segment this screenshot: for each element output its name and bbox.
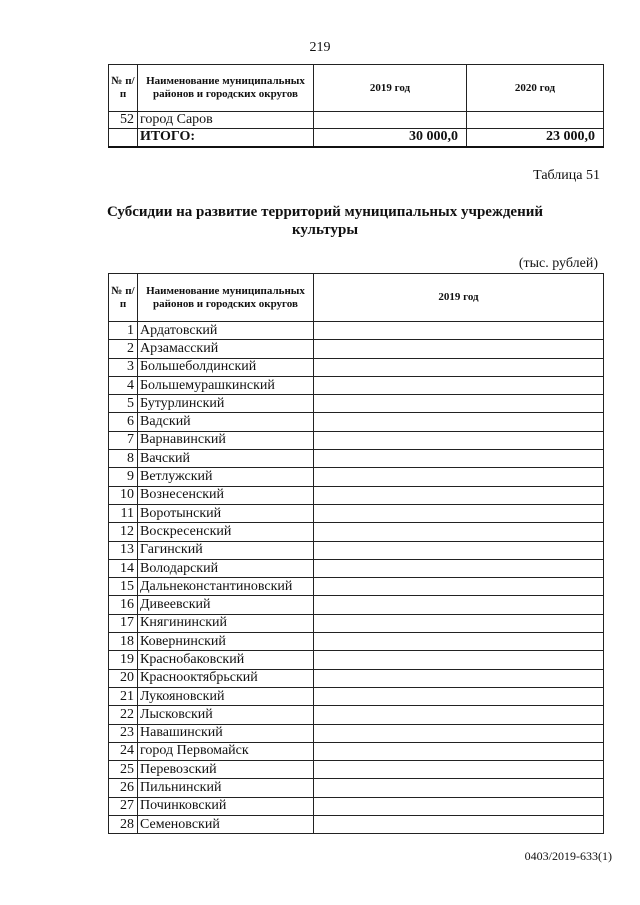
table-row <box>109 413 604 431</box>
table-row <box>109 578 604 596</box>
row-name: Лукояновский <box>138 687 314 705</box>
table-row <box>109 358 604 376</box>
row-name: Гагинский <box>138 541 314 559</box>
table-row <box>109 669 604 687</box>
row-value-2019 <box>314 687 604 705</box>
table-row <box>109 724 604 742</box>
main-table-body <box>109 322 604 834</box>
row-value-2019 <box>314 559 604 577</box>
row-num: 26 <box>109 779 138 797</box>
row-num: 5 <box>109 395 138 413</box>
unit-note: (тыс. рублей) <box>518 256 598 271</box>
row-num: 21 <box>109 687 138 705</box>
header-2020: 2020 год <box>467 65 604 112</box>
row-num: 15 <box>109 578 138 596</box>
row-num: 7 <box>109 431 138 449</box>
page-number: 219 <box>309 40 331 55</box>
total-label: ИТОГО: <box>138 129 314 147</box>
row-name: Краснооктябрьский <box>138 669 314 687</box>
main-table <box>108 273 604 834</box>
row-name: Ковернинский <box>138 633 314 651</box>
table-row <box>109 431 604 449</box>
row-num: 27 <box>109 797 138 815</box>
row-name: Ветлужский <box>138 468 314 486</box>
table-label: Таблица 51 <box>533 168 600 183</box>
row-name: Вознесенский <box>138 486 314 504</box>
row-value-2019 <box>314 395 604 413</box>
row-name: Ардатовский <box>138 322 314 340</box>
top-table <box>108 64 604 148</box>
row-value-2019 <box>314 761 604 779</box>
total-num-cell <box>109 129 138 147</box>
row-name: Княгининский <box>138 614 314 632</box>
row-num: 24 <box>109 742 138 760</box>
header-2019: 2019 год <box>314 65 467 112</box>
row-num: 20 <box>109 669 138 687</box>
row-name: Навашинский <box>138 724 314 742</box>
row-name: Пильнинский <box>138 779 314 797</box>
table-row <box>109 816 604 834</box>
row-num: 8 <box>109 450 138 468</box>
main-table-header-row <box>109 274 604 322</box>
row-value-2019 <box>314 468 604 486</box>
table-row <box>109 797 604 815</box>
table-row <box>109 340 604 358</box>
row-name: Арзамасский <box>138 340 314 358</box>
row-name: Воскресенский <box>138 523 314 541</box>
row-num: 28 <box>109 816 138 834</box>
row-value-2019 <box>314 633 604 651</box>
row-value-2019 <box>314 504 604 522</box>
table-row <box>109 559 604 577</box>
row-name: город Первомайск <box>138 742 314 760</box>
row-value-2019 <box>314 651 604 669</box>
table-row <box>109 651 604 669</box>
table-row <box>109 450 604 468</box>
row-num: 14 <box>109 559 138 577</box>
row-num: 3 <box>109 358 138 376</box>
row-value-2019 <box>314 450 604 468</box>
row-value-2019 <box>314 112 467 129</box>
table-row <box>109 687 604 705</box>
table-row <box>109 596 604 614</box>
section-title: Субсидии на развитие территорий муниципальных учреждений культуры <box>106 204 544 238</box>
row-value-2019 <box>314 797 604 815</box>
row-num: 1 <box>109 322 138 340</box>
row-num: 12 <box>109 523 138 541</box>
row-value-2019 <box>314 340 604 358</box>
table-row <box>109 376 604 394</box>
row-value-2019 <box>314 523 604 541</box>
row-name: город Саров <box>138 112 314 129</box>
row-name: Лысковский <box>138 706 314 724</box>
table-row <box>109 504 604 522</box>
row-num: 11 <box>109 504 138 522</box>
row-value-2019 <box>314 779 604 797</box>
table-row <box>109 779 604 797</box>
row-num: 16 <box>109 596 138 614</box>
table-row <box>109 706 604 724</box>
row-name: Дивеевский <box>138 596 314 614</box>
row-num: 23 <box>109 724 138 742</box>
document-code: 0403/2019-633(1) <box>524 849 612 863</box>
row-name: Вачский <box>138 450 314 468</box>
row-num: 22 <box>109 706 138 724</box>
row-value-2019 <box>314 431 604 449</box>
header-num: № п/п <box>109 65 138 112</box>
table-row <box>109 742 604 760</box>
top-table-header-row <box>109 65 604 112</box>
row-name: Бутурлинский <box>138 395 314 413</box>
table-row <box>109 486 604 504</box>
row-num: 25 <box>109 761 138 779</box>
table-row <box>109 468 604 486</box>
header-2019: 2019 год <box>314 274 604 322</box>
table-row <box>109 761 604 779</box>
row-value-2019 <box>314 816 604 834</box>
row-value-2019 <box>314 541 604 559</box>
row-value-2019 <box>314 358 604 376</box>
header-name: Наименование муниципальных районов и городских округов <box>138 65 314 112</box>
row-num: 6 <box>109 413 138 431</box>
row-name: Краснобаковский <box>138 651 314 669</box>
row-value-2019 <box>314 413 604 431</box>
row-name: Перевозский <box>138 761 314 779</box>
row-name: Большеболдинский <box>138 358 314 376</box>
row-value-2019 <box>314 376 604 394</box>
row-value-2019 <box>314 742 604 760</box>
header-name: Наименование муниципальных районов и городских округов <box>138 274 314 322</box>
row-name: Семеновский <box>138 816 314 834</box>
row-num: 10 <box>109 486 138 504</box>
row-name: Починковский <box>138 797 314 815</box>
table-row <box>109 614 604 632</box>
row-name: Воротынский <box>138 504 314 522</box>
total-row <box>109 129 604 147</box>
row-value-2019 <box>314 614 604 632</box>
table-row <box>109 322 604 340</box>
table-row <box>109 395 604 413</box>
table-row <box>109 523 604 541</box>
table-row <box>109 541 604 559</box>
row-num: 2 <box>109 340 138 358</box>
row-value-2020 <box>467 112 604 129</box>
row-num: 9 <box>109 468 138 486</box>
row-value-2019 <box>314 578 604 596</box>
row-value-2019 <box>314 322 604 340</box>
row-name: Большемурашкинский <box>138 376 314 394</box>
row-name: Дальнеконстантиновский <box>138 578 314 596</box>
total-value-2019: 30 000,0 <box>314 129 467 147</box>
row-value-2019 <box>314 706 604 724</box>
table-row <box>109 112 604 129</box>
row-name: Варнавинский <box>138 431 314 449</box>
row-value-2019 <box>314 724 604 742</box>
row-num: 4 <box>109 376 138 394</box>
row-num: 19 <box>109 651 138 669</box>
row-num: 13 <box>109 541 138 559</box>
row-value-2019 <box>314 486 604 504</box>
row-name: Вадский <box>138 413 314 431</box>
row-name: Володарский <box>138 559 314 577</box>
header-num: № п/п <box>109 274 138 322</box>
row-value-2019 <box>314 596 604 614</box>
total-value-2020: 23 000,0 <box>467 129 604 147</box>
table-row <box>109 633 604 651</box>
row-value-2019 <box>314 669 604 687</box>
row-num: 17 <box>109 614 138 632</box>
row-num: 52 <box>109 112 138 129</box>
row-num: 18 <box>109 633 138 651</box>
